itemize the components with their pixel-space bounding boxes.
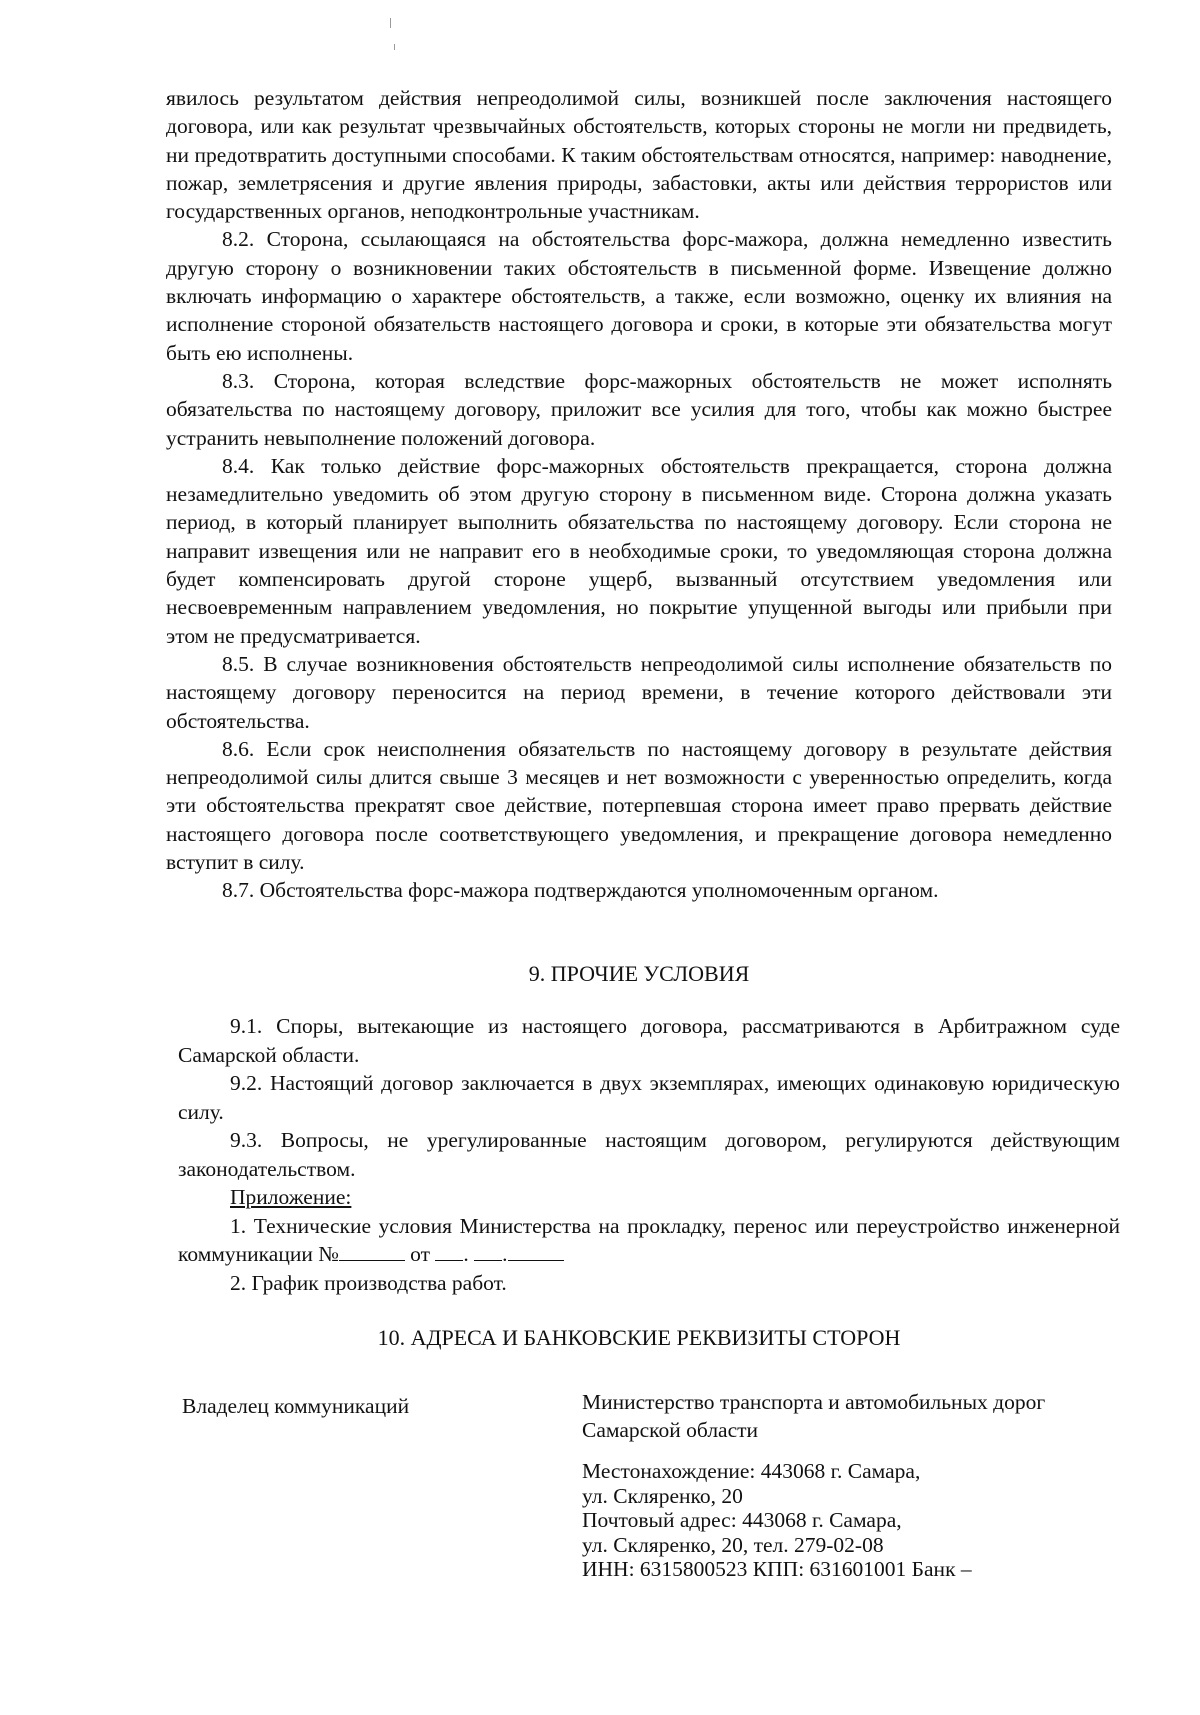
owner-label: Владелец коммуникаций <box>182 1394 410 1418</box>
paragraph-8-7: 8.7. Обстоятельства форс-мажора подтверждаются уполномоченным органом. <box>222 878 939 903</box>
day-blank <box>435 1242 463 1261</box>
paragraph-8-2: 8.2. Сторона, ссылающаяся на обстоятельства форс-мажора, должна немедленно известить другую сторону о возникновении таких обстоятельств в письменной форме. Извещение должно включать информацию о характере обстоятельств, а также, если возможно, оценку их влияния на исполнение стороной обязательств настоящего договора и сроки, в которые эти обязательства могут быть ею исполнены. <box>166 227 1112 365</box>
number-blank <box>339 1242 405 1261</box>
section-10-heading: 10. АДРЕСА И БАНКОВСКИЕ РЕКВИЗИТЫ СТОРОН <box>377 1325 901 1350</box>
scan-artifact <box>394 44 395 50</box>
appendix-item-2: 2. График производства работ. <box>230 1270 507 1295</box>
scan-artifact <box>390 18 391 28</box>
paragraph-8-3: 8.3. Сторона, которая вследствие форс-мажорных обстоятельств не может исполнять обязательства по настоящему договору, приложит все усилия для того, чтобы как можно быстрее устранить невыполнение положений договора. <box>166 368 1112 450</box>
appendix-label: Приложение: <box>230 1185 352 1209</box>
paragraph-9-3: 9.3. Вопросы, не урегулированные настоящим договором, регулируются действующим законодательством. <box>178 1128 1120 1181</box>
paragraph-9-1: 9.1. Споры, вытекающие из настоящего договора, рассматриваются в Арбитражном суде Самарской области. <box>178 1014 1120 1067</box>
section-9-other-conditions <box>178 1012 1120 1297</box>
month-blank <box>474 1242 502 1261</box>
appendix-item-1-from: от <box>410 1242 430 1266</box>
ministry-name-line-1: Министерство транспорта и автомобильных дорог <box>582 1390 1046 1414</box>
paragraph-8-5: 8.5. В случае возникновения обстоятельств непреодолимой силы исполнение обязательств по настоящему договору переносится на период времени, в течение которого действовали эти обстоятельства. <box>166 651 1112 733</box>
appendix-item-1: 1. Технические условия Министерства на прокладку, перенос или переустройство инженерной коммуникации № от . . <box>178 1213 1120 1266</box>
ministry-name-line-2: Самарской области <box>582 1418 759 1442</box>
address-line: ул. Скляренко, 20 <box>582 1483 743 1508</box>
section-9-heading: 9. ПРОЧИЕ УСЛОВИЯ <box>528 961 750 986</box>
paragraph-9-2: 9.2. Настоящий договор заключается в двух экземплярах, имеющих одинаковую юридическую силу. <box>178 1071 1120 1124</box>
year-blank <box>508 1242 564 1261</box>
ministry-name <box>582 1388 1122 1444</box>
section-8-force-majeure <box>166 84 1112 905</box>
address-line: ИНН: 6315800523 КПП: 631601001 Банк – <box>582 1557 972 1581</box>
address-line: ул. Скляренко, 20, тел. 279-02-08 <box>582 1532 884 1557</box>
appendix-item-1-text: 1. Технические условия Министерства на прокладку, перенос или переустройство инженерной коммуникации № <box>178 1213 1120 1266</box>
ministry-address-block <box>582 1459 1122 1582</box>
paragraph-8-1-continued: явилось результатом действия непреодолимой силы, возникшей после заключения настоящего договора, или как результат чрезвычайных обстоятельств, которых стороны не могли ни предвидеть, ни предотвратить доступными способами. К таким обстоятельствам относятся, например: наводнение, пожар, землетрясения и другие явления природы, забастовки, акты или действия террористов или государственных органов, неподконтрольные участникам. <box>166 86 1112 224</box>
paragraph-8-6: 8.6. Если срок неисполнения обязательств по настоящему договору в результате действия непреодолимой силы длится свыше 3 месяцев и нет возможности с уверенностью определить, когда эти обстоятельства прекратят свое действие, потерпевшая сторона имеет право прервать действие настоящего договора после соответствующего уведомления, и прекращение договора немедленно вступит в силу. <box>166 736 1112 875</box>
paragraph-8-4: 8.4. Как только действие форс-мажорных обстоятельств прекращается, сторона должна незамедлительно уведомить об этом другую сторону в письменном виде. Сторона должна указать период, в который планирует выполнить обязательства по настоящему договору. Если сторона не направит извещения или не направит его в необходимые сроки, то уведомляющая сторона должна будет компенсировать другой стороне ущерб, вызванный отсутствием уведомления или несвоевременным направлением уведомления, но покрытие упущенной выгоды или прибыли при этом не предусматривается. <box>166 453 1112 648</box>
address-line: Почтовый адрес: 443068 г. Самара, <box>582 1508 902 1532</box>
address-line: Местонахождение: 443068 г. Самара, <box>582 1459 921 1483</box>
